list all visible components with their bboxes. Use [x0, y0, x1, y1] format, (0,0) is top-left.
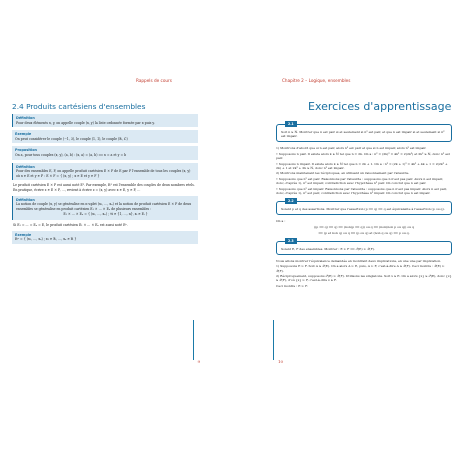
exercise-number-badge: 2.3 [285, 238, 297, 244]
box-text: On peut considérer le couple (−1, 3), le couple (1, 1), le couple (ℝ, ℂ) [15, 136, 128, 141]
box-heading: Définition [16, 164, 35, 169]
body-paragraph: Le produit cartésien E × F est aussi noté E². Par exemple, ℝ² est l'ensemble des couples de deux nombres réels. En pratique, écrire z ∈ E × F, …, revient à écrire z = (x, y) avec x ∈ E, y ∈ F, … [13, 183, 195, 192]
solution [276, 146, 452, 195]
box-heading: Proposition [15, 148, 37, 153]
definition-box [12, 163, 198, 181]
exercise-box [276, 238, 452, 255]
right-content [276, 118, 452, 290]
exercises-title: Exercices d'apprentissage [308, 100, 452, 113]
box-text: On a, pour tous couples (x, y), (a, b) : (x, a) = (a, b) ⟺ x = a et y = b [15, 152, 127, 157]
page-number: 10 [278, 359, 284, 364]
right-page [268, 60, 458, 364]
definition-box [12, 114, 198, 127]
solution-line: • Supposons n impair. Il existe alors k ∈ ℕ tel que n = 2k + 1. On a : n² = (2k + 1)² = 4k² + 4k + 1 = 2(2k² + 2k) + 1 et 2k² + 2k ∈ ℕ, donc n² est impair. [276, 161, 448, 170]
box-text: Pour des ensembles E, F, on appelle produit cartésien E × F de E par F l'ensemble de tous les couples (x, y) où x ∈ E et y ∈ F : E × F = { (x, y) ; x ∈ E et y ∈ F } [16, 169, 191, 178]
page-number: 9 [197, 359, 200, 364]
solution-line: 2) Montrons maintenant les réciproques, en utilisant un raisonnement par l'absurde. [276, 171, 410, 176]
box-heading: Exemple [15, 132, 32, 137]
solution-line: On a : [276, 219, 286, 224]
exercise-statement: Soient p et q des assertions. Montrer que l'assertion (p ⟹ q) ⟹ q est équivalente à l'assertion (p ou q). [281, 207, 445, 212]
exercise-box [276, 124, 452, 142]
solution-line: 1) Montrons d'abord que si n est pair, alors n² est pair et que si n est impair, alors n² est impair. [276, 146, 427, 151]
example-box [12, 130, 198, 143]
solution-line: 1) Supposons E ⊂ F. Soit A ∈ 𝒫(E). On a alors A ⊂ E, puis, A ⊂ F, c'est-à-dire A ∈ 𝒫(F). Ceci montre : 𝒫(E) ⊂ 𝒫(F). [276, 264, 445, 273]
running-head: Chapitre 2 – Logique, ensembles [282, 78, 351, 83]
running-head: Rappels de cours [136, 78, 172, 83]
box-heading: Définition [16, 197, 35, 202]
solution-line: • Supposons que n² est pair. Raisonnons par l'absurde : supposons que n n'est pas pair. Alors n est impair, donc, d'après 1), n² est impair, contradiction avec l'hypothèse n² pair. On conclut que n est pair. [276, 177, 443, 186]
solution [276, 219, 452, 234]
left-page [8, 60, 208, 364]
proposition-box [12, 146, 198, 159]
definition-box [12, 196, 198, 220]
exercise-statement: Soient E, F des ensembles. Montrer : E ⊂ F ⟺ 𝒫(E) ⊂ 𝒫(F). [281, 246, 375, 251]
solution-line: 2) Réciproquement, supposons 𝒫(E) ⊂ 𝒫(F). Utilisons les singletons. Soit x ∈ E. On a alors {x} ∈ 𝒫(E), donc {x} ∈ 𝒫(F), d'où {x} ⊂ F, c'est-à-dire x ∈ F. [276, 274, 452, 283]
solution-line: • Supposons que n² est impair. Raisonnons par l'absurde : supposons que n n'est pas impair. Alors n est pair, donc, d'après 1), n² est pair, contradiction avec l'hypothèse n² impair. On conclut que n est impair. [276, 186, 447, 195]
body-paragraph: Si E₁ = ⋯ = Eₙ = E, le produit cartésien E₁ × ⋯ × Eₙ est aussi noté Eⁿ. [13, 222, 128, 227]
box-text: Pour deux éléments x, y, on appelle couple (x, y) la liste ordonnée formée par x puis y. [16, 120, 155, 125]
page-edge-rule [273, 320, 274, 360]
box-heading: Définition [16, 116, 35, 120]
page-edge-rule [193, 320, 194, 360]
exercise-box [276, 201, 452, 215]
exercise-number-badge: 2.1 [285, 121, 297, 127]
solution-line: Ceci montre : E ⊂ F. [276, 284, 308, 288]
box-text: ℝⁿ = { (x₁, …, xₙ) ; x₁ ∈ ℝ, …, xₙ ∈ ℝ } [15, 237, 77, 242]
solution-line: Nous allons montrer l'équivalence demandée en montrant deux implications, en une une par implication. [276, 258, 442, 263]
box-text: La notion de couple (x, y) se généralise en n-uplet (x₁, …, xₙ) et la notion de produit cartésien E × F de deux ensembles se généralise en produit cartésien E₁ × ⋯ × Eₙ de plusieurs ensembles : [16, 202, 191, 211]
solution-line: • Supposons n pair. Il existe alors k ∈ ℕ tel que n = 2k. On a : n² = (2k)² = 4k² = 2(2k²) et 2k² ∈ ℕ, donc n² est pair. [276, 151, 450, 160]
left-content [12, 114, 198, 247]
solution-formula: ⟺ (p et non q) ou q ⟺ (p ou q) et (non q ou q) ⟺ p ou q. [318, 230, 410, 235]
section-title: 2.4 Produits cartésiens d'ensembles [12, 102, 146, 111]
formula: E₁ × ⋯ × Eₙ = { (x₁, …, xₙ) ; ∀i ∈ {1, …, n}, xᵢ ∈ Eᵢ } [63, 212, 148, 217]
solution-formula: ((p ⟹ q) ⟹ q) ⟺ (non(p ⟹ q)) ou q ⟺ (non(non p ou q)) ou q [313, 224, 415, 229]
solution [276, 259, 452, 288]
box-heading: Exemple [15, 232, 32, 237]
exercise-number-badge: 2.2 [285, 198, 297, 204]
exercise-statement: Soit n ∈ ℕ. Montrer que n est pair si et seulement si n² est pair, et que n est impair si et seulement si n² est impair. [281, 130, 445, 139]
example-box [12, 231, 198, 244]
